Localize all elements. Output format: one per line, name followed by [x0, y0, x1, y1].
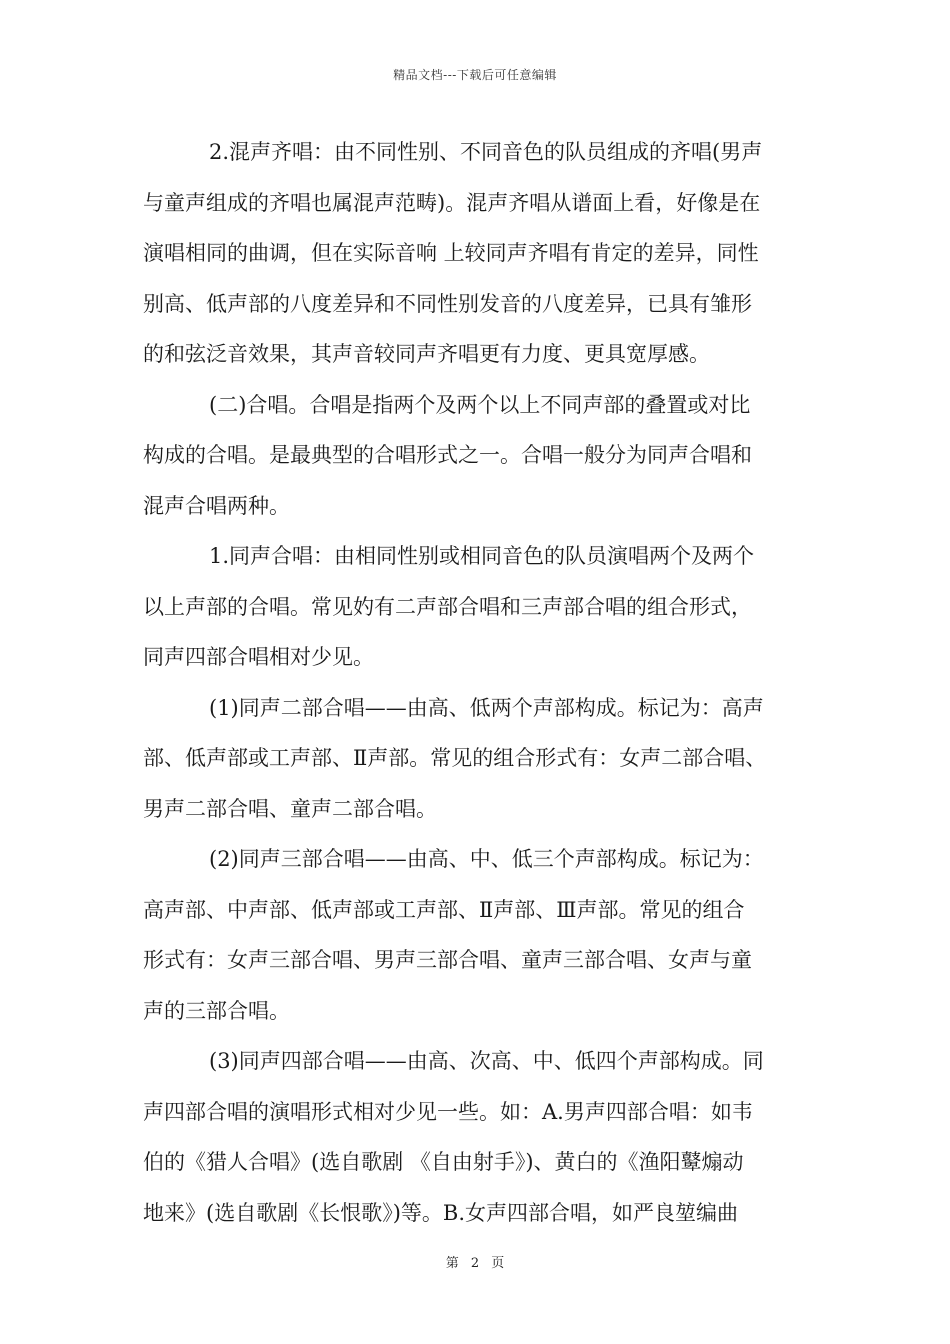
text-line: 部、低声部或工声部、Ⅱ声部。常见的组合形式有：女声二部合唱、 [143, 746, 767, 770]
paragraph [143, 1036, 808, 1238]
page-footer [0, 1252, 950, 1271]
text-line: 与童声组成的齐唱也属混声范畴)。混声齐唱从谱面上看，好像是在 [143, 190, 761, 215]
text-line: 1.同声合唱：由相同性别或相同音色的队员演唱两个及两个 [209, 544, 755, 568]
paragraph [143, 380, 808, 532]
text-line: 声的三部合唱。 [143, 998, 290, 1023]
paragraph [143, 127, 808, 380]
paragraph [143, 531, 808, 683]
text-line: 形式有：女声三部合唱、男声三部合唱、童声三部合唱、女声与童 [143, 948, 752, 972]
footer-suffix: 页 [491, 1256, 505, 1271]
text-line: (2)同声三部合唱——由高、中、低三个声部构成。标记为： [209, 847, 764, 871]
text-line: 构成的合唱。是最典型的合唱形式之一。合唱一般分为同声合唱和 [143, 443, 752, 467]
text-line: 声四部合唱的演唱形式相对少见一些。如：A.男声四部合唱：如韦 [143, 1099, 753, 1124]
text-line: 同声四部合唱相对少见。 [143, 645, 374, 669]
text-line: 伯的《猎人合唱》(选自歌剧 《自由射手》)、黄白的《渔阳鼙煽动 [143, 1150, 744, 1174]
text-line: 演唱相同的曲调，但在实际音响 上较同声齐唱有肯定的差异，同性 [143, 241, 759, 265]
text-line: (二)合唱。合唱是指两个及两个以上不同声部的叠置或对比 [209, 392, 751, 417]
paragraph [143, 834, 808, 1036]
text-line: 混声合唱两种。 [143, 493, 290, 518]
text-line: 的和弦泛音效果，其声音较同声齐唱更有力度、更具宽厚感。 [143, 342, 710, 366]
text-line: 以上声部的合唱。常见妁有二声部合唱和三声部合唱的组合形式， [143, 594, 752, 619]
text-line: 男声二部合唱、童声二部合唱。 [143, 796, 437, 821]
document-body [143, 127, 808, 1238]
footer-prefix: 第 [445, 1256, 459, 1271]
page-header [0, 66, 950, 83]
header-text: 精品文档---下载后可任意编辑 [393, 68, 557, 82]
text-line: (1)同声二部合唱——由高、低两个声部构成。标记为：高声 [209, 695, 764, 720]
text-line: 高声部、中声部、低声部或工声部、Ⅱ声部、Ⅲ声部。常见的组合 [143, 897, 745, 922]
text-line: 2.混声齐唱：由不同性别、不同音色的队员组成的齐唱(男声 [209, 140, 763, 164]
text-line: 地来》(选自歌剧《长恨歌》)等。B.女声四部合唱，如严良堃编曲 [143, 1200, 738, 1225]
paragraph [143, 683, 808, 835]
text-line: 别高、低声部的八度差异和不同性别发音的八度差异，已具有雏形 [143, 291, 752, 316]
text-line: (3)同声四部合唱——由高、次高、中、低四个声部构成。同 [209, 1049, 764, 1073]
page-number: 2 [470, 1256, 480, 1271]
